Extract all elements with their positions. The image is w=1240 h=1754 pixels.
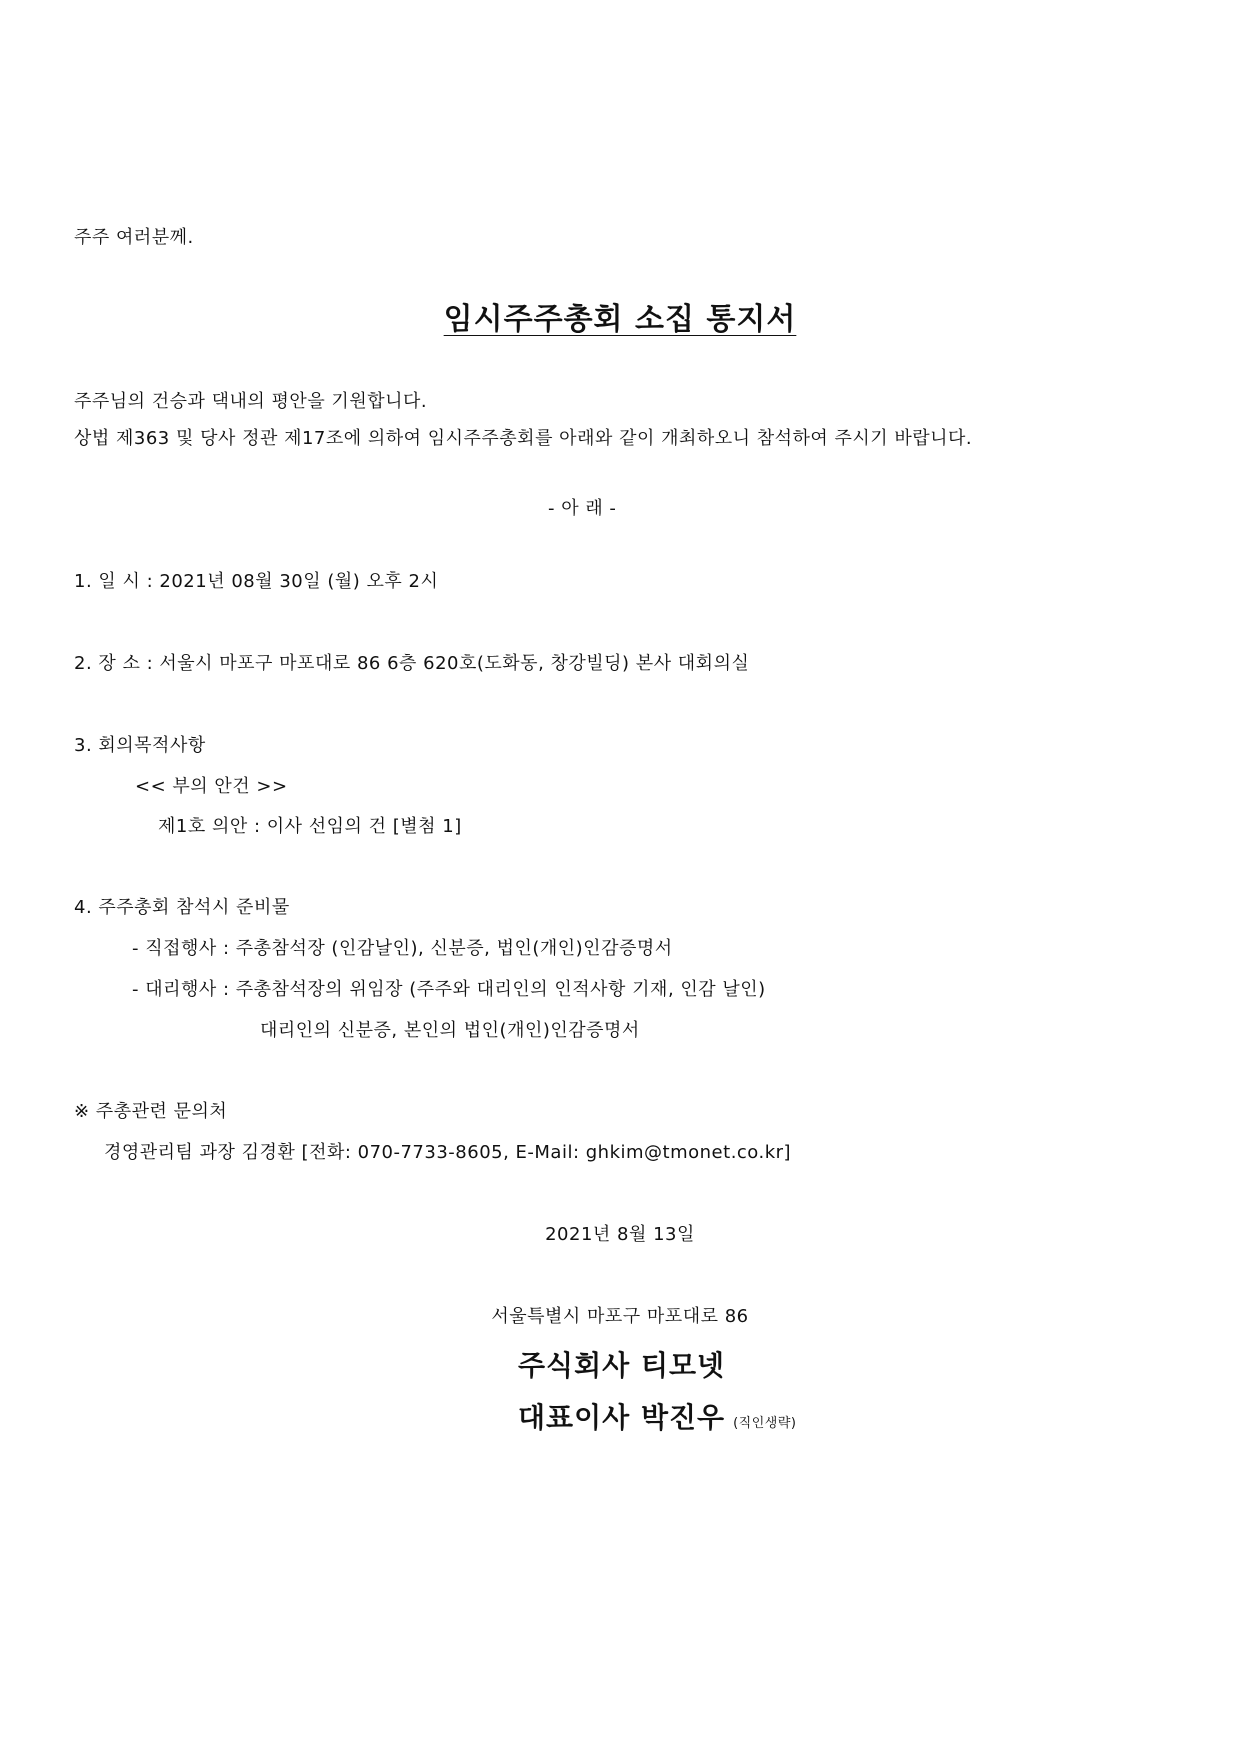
title-text: 임시주주총회 소집 통지서 [443,302,797,337]
item-agenda-sub: << 부의 안건 >> [135,776,288,797]
ceo-line [518,1400,796,1442]
item-agenda-item: 제1호 의안 : 이사 선임의 건 [별첨 1] [158,816,462,837]
item-prep-heading: 4. 주주총회 참석시 준비물 [74,897,290,918]
company-name: 주식회사 티모넷 [518,1349,726,1382]
item-prep-proxy-cont: 대리인의 신분증, 본인의 법인(개인)인감증명서 [260,1020,640,1041]
intro-line-1: 주주님의 건승과 댁내의 평안을 기원합니다. [74,391,428,412]
item-datetime: 1. 일 시 : 2021년 08월 30일 (월) 오후 2시 [74,571,439,592]
contact-detail: 경영관리팀 과장 김경환 [전화: 070-7733-8605, E-Mail: ghkim@tmonet.co.kr] [104,1142,792,1163]
company-address: 서울특별시 마포구 마포대로 86 [491,1306,749,1327]
item-prep-proxy: - 대리행사 : 주총참석장의 위임장 (주주와 대리인의 인적사항 기재, 인감 날인) [132,979,766,1000]
page-title [0,300,1240,340]
below-marker: - 아 래 - [548,498,617,519]
ceo-name: 대표이사 박진우 [518,1401,726,1434]
greeting: 주주 여러분께. [74,227,194,248]
intro-line-2: 상법 제363 및 당사 정관 제17조에 의하여 임시주주총회를 아래와 같이 개최하오니 참석하여 주시기 바랍니다. [74,428,973,449]
notice-date: 2021년 8월 13일 [545,1224,695,1245]
item-agenda-heading: 3. 회의목적사항 [74,735,206,756]
item-prep-direct: - 직접행사 : 주총참석장 (인감날인), 신분증, 법인(개인)인감증명서 [132,938,673,959]
item-place: 2. 장 소 : 서울시 마포구 마포대로 86 6층 620호(도화동, 창강빌딩) 본사 대회의실 [74,653,750,674]
seal-note: (직인생략) [733,1416,797,1431]
contact-heading: ※ 주총관련 문의처 [74,1101,228,1122]
